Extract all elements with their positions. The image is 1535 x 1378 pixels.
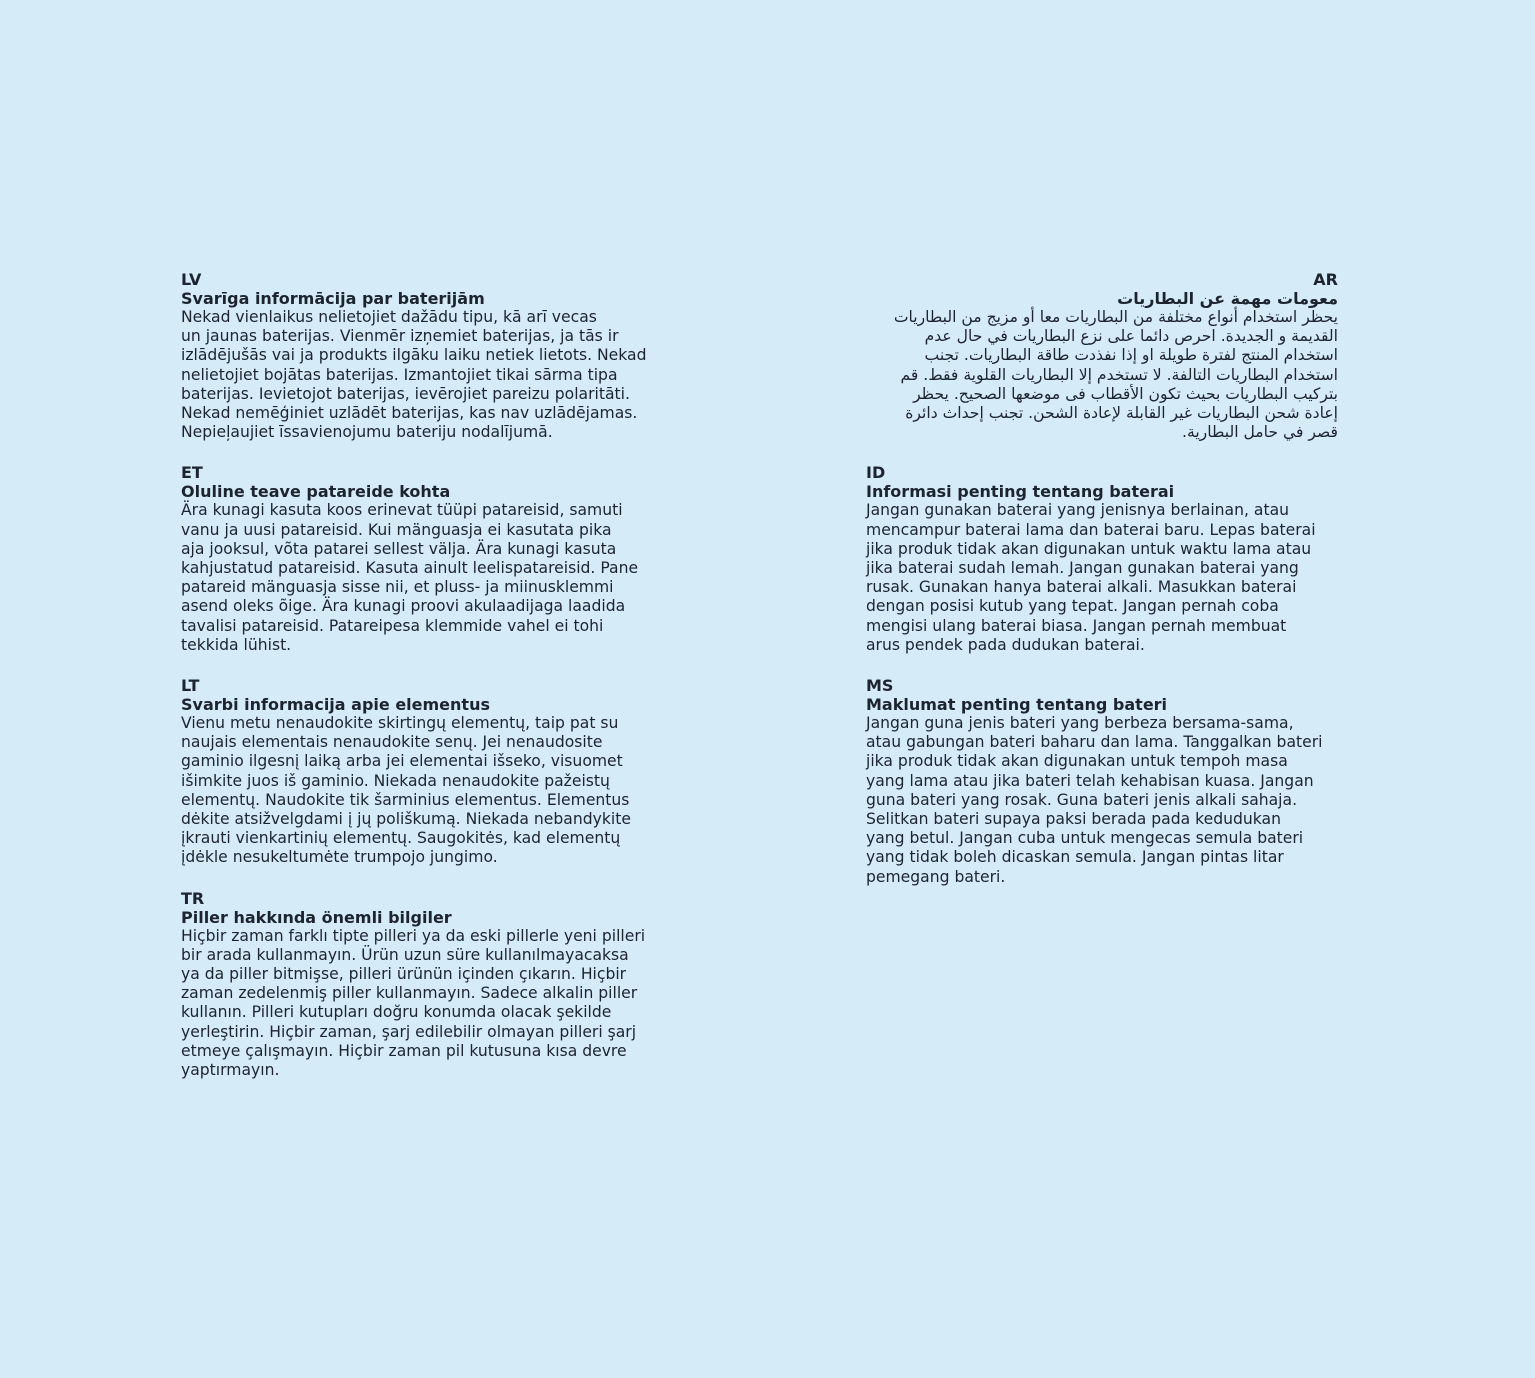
section-ar <box>866 270 1338 442</box>
language-code: ID <box>866 463 886 483</box>
section-body: Ära kunagi kasuta koos erinevat tüüpi patareisid, samuti vanu ja uusi patareisid. Kui mänguasja ei kasutata pika aja jooksul, võta patarei sellest välja. Ära kunagi kasuta kahjustatud patareisid. Kasuta ainult leelispatareisid. Pane patareid mänguasja sisse nii, et pluss- ja miinusklemmi asend oleks õige. Ära kunagi proovi akulaadijaga laadida tavalisi patareisid. Patareipesa klemmide vahel ei tohi tekkida lühist. <box>181 501 639 654</box>
language-code: LT <box>181 676 200 696</box>
section-body: Nekad vienlaikus nelietojiet dažādu tipu, kā arī vecas un jaunas baterijas. Vienmēr izņemiet baterijas, ja tās ir izlādējušās vai ja produkts ilgāku laiku netiek lietots. Nekad nelietojiet bojātas baterijas. Izmantojiet tikai sārma tipa baterijas. Ievietojot baterijas, ievērojiet pareizu polaritāti. Nekad nemēģiniet uzlādēt baterijas, kas nav uzlādējamas. Nepieļaujiet īssavienojumu bateriju nodalījumā. <box>181 308 647 442</box>
section-tr <box>181 889 661 1081</box>
language-code: ET <box>181 463 203 483</box>
section-lt <box>181 676 661 868</box>
right-column <box>866 270 1338 887</box>
section-et <box>181 463 661 655</box>
language-code: MS <box>866 676 894 696</box>
section-body: Vienu metu nenaudokite skirtingų elementų, taip pat su naujais elementais nenaudokite senų. Jei nenaudosite gaminio ilgesnį laiką arba jei elementai išseko, visuomet išimkite juos iš gaminio. Niekada nenaudokite pažeistų elementų. Naudokite tik šarminius elementus. Elementus dėkite atsižvelgdami į jų poliškumą. Niekada nebandykite įkrauti vienkartinių elementų. Saugokitės, kad elementų įdėkle nesukeltumėte trumpojo jungimo. <box>181 714 631 867</box>
section-body: Jangan gunakan baterai yang jenisnya berlainan, atau mencampur baterai lama dan baterai baru. Lepas baterai jika produk tidak akan digunakan untuk waktu lama atau jika baterai sudah lemah. Jangan gunakan baterai yang rusak. Gunakan hanya baterai alkali. Masukkan baterai dengan posisi kutub yang tepat. Jangan pernah coba mengisi ulang baterai biasa. Jangan pernah membuat arus pendek pada dudukan baterai. <box>866 501 1316 654</box>
section-heading: Svarbi informacija apie elementus <box>181 695 490 715</box>
language-code: AR <box>1313 270 1338 289</box>
section-ms <box>866 676 1338 887</box>
language-code: TR <box>181 888 205 908</box>
section-heading: معومات مهمة عن البطاريات <box>1117 289 1338 308</box>
section-heading: Piller hakkında önemli bilgiler <box>181 907 452 927</box>
section-body: Hiçbir zaman farklı tipte pilleri ya da eski pillerle yeni pilleri bir arada kullanmayın. Ürün uzun süre kullanılmayacaksa ya da piller bitmişse, pilleri ürünün içinden çıkarın. Hiçbir zaman zedelenmiş piller kullanmayın. Sadece alkalin piller kullanın. Pilleri kutupları doğru konumda olacak şekilde yerleştirin. Hiçbir zaman, şarj edilebilir olmayan pilleri şarj etmeye çalışmayın. Hiçbir zaman pil kutusuna kısa devre yaptırmayın. <box>181 926 646 1080</box>
section-lv <box>181 270 661 442</box>
section-heading: Oluline teave patareide kohta <box>181 482 451 502</box>
section-heading: Svarīga informācija par baterijām <box>181 289 485 308</box>
section-body: يحظر استخدام أنواع مختلفة من البطاريات معا أو مزيج من البطاريات القديمة و الجديدة. احرص دائما على نزع البطاريات في حال عدم استخدام المنتج لفترة طويلة او إذا نفذدت طاقة البطاريات. تجنب استخدام البطاريات التالفة. لا تستخدم إلا البطاريات القلوية فقط. قم بتركيب البطاريات بحيث تكون الأقطاب فى موضعها الصحيح. يحظر إعادة شحن البطاريات غير القابلة لإعادة الشحن. تجنب إحداث دائرة قصر في حامل البطارية. <box>893 308 1338 442</box>
section-heading: Informasi penting tentang baterai <box>866 482 1175 502</box>
section-id <box>866 463 1338 655</box>
section-heading: Maklumat penting tentang bateri <box>866 695 1168 715</box>
language-code: LV <box>181 270 202 289</box>
section-body: Jangan guna jenis bateri yang berbeza bersama-sama, atau gabungan bateri baharu dan lama. Tanggalkan bateri jika produk tidak akan digunakan untuk tempoh masa yang lama atau jika bateri telah kehabisan kuasa. Jangan guna bateri yang rosak. Guna bateri jenis alkali sahaja. Selitkan bateri supaya paksi berada pada kedudukan yang betul. Jangan cuba untuk mengecas semula bateri yang tidak boleh dicaskan semula. Jangan pintas litar pemegang bateri. <box>866 714 1323 886</box>
left-column <box>181 270 661 1080</box>
